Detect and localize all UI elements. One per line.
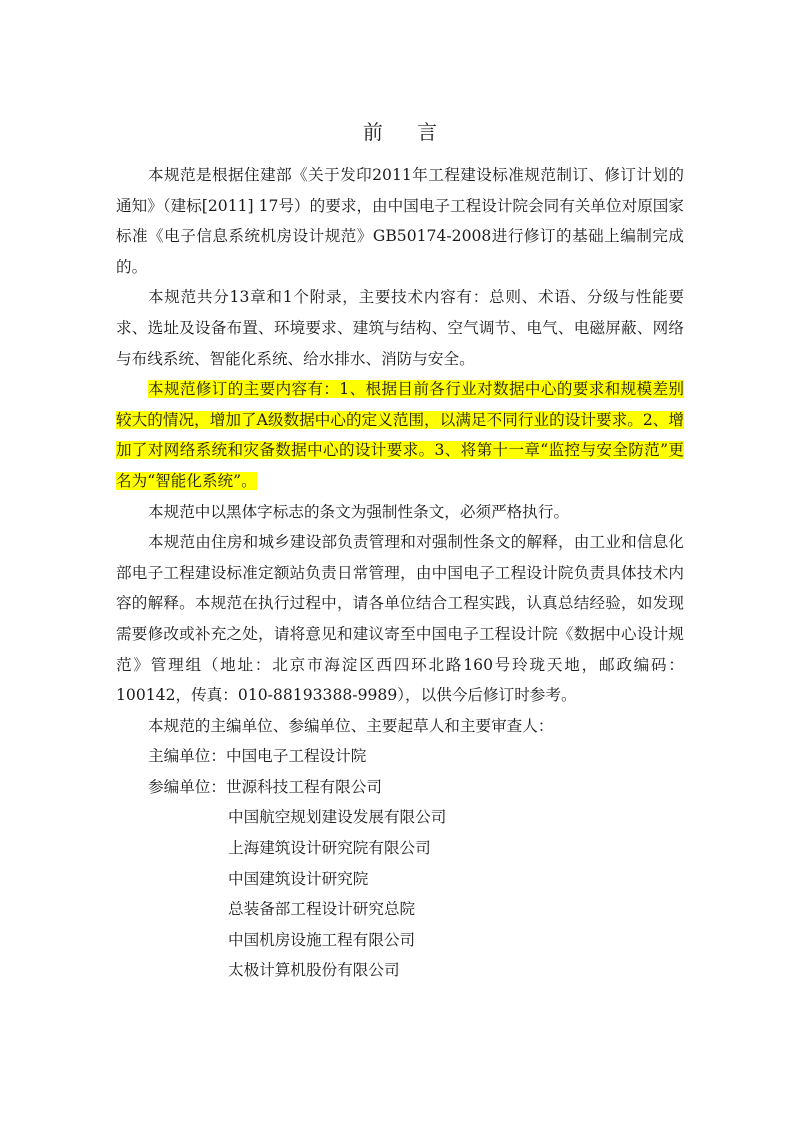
participants-label: 参编单位： [148, 777, 226, 796]
paragraph-contents: 本规范共分13章和1个附录，主要技术内容有：总则、术语、分级与性能要求、选址及设备布置、环境要求、建筑与结构、空气调节、电气、电磁屏蔽、网络与布线系统、智能化系统、给水排水、消防与安全。 [116, 288, 684, 368]
chief-editor-line [116, 741, 684, 772]
chief-editor-label: 主编单位： [148, 747, 226, 766]
paragraph-units-intro: 本规范的主编单位、参编单位、主要起草人和主要审查人： [148, 716, 554, 735]
paragraph-basis: 本规范是根据住建部《关于发印2011年工程建设标准规范制订、修订计划的通知》（建标[2011] 17号）的要求，由中国电子工程设计院会同有关单位对原国家标准《电子信息系统机房设计规范》GB50174-2008进行修订的基础上编制完成的。 [116, 166, 684, 276]
participant-unit: 中国机房设施工程有限公司 [228, 930, 416, 949]
paragraph-revisions [116, 374, 684, 496]
participant-unit: 上海建筑设计研究院有限公司 [228, 839, 431, 858]
document-body [116, 160, 684, 986]
paragraph-administration: 本规范由住房和城乡建设部负责管理和对强制性条文的解释，由工业和信息化部电子工程建设标准定额站负责日常管理，由中国电子工程设计院负责具体技术内容的解释。本规范在执行过程中，请各单位结合工程实践，认真总结经验，如发现需要修改或补充之处，请将意见和建议寄至中国电子工程设计院《数据中心设计规范》管理组（地址：北京市海淀区西四环北路160号玲珑天地，邮政编码：100142，传真：010-88193388-9989），以供今后修订时参考。 [116, 533, 684, 705]
participant-unit: 世源科技工程有限公司 [225, 777, 382, 796]
paragraph-mandatory: 本规范中以黑体字标志的条文为强制性条文，必须严格执行。 [148, 502, 570, 521]
chief-editor-unit: 中国电子工程设计院 [225, 747, 367, 766]
page-title: 前 言 [362, 120, 452, 144]
participant-line [116, 772, 684, 803]
highlighted-text: 本规范修订的主要内容有：1、根据目前各行业对数据中心的要求和规模差别较大的情况，增加了A级数据中心的定义范围，以满足不同行业的设计要求。2、增加了对网络系统和灾备数据中心的设计要求。3、将第十一章“监控与安全防范”更名为“智能化系统”。 [116, 380, 684, 490]
participant-unit: 中国航空规划建设发展有限公司 [228, 808, 447, 827]
participant-unit: 太极计算机股份有限公司 [228, 961, 400, 980]
participant-unit: 中国建筑设计研究院 [228, 869, 369, 888]
participant-unit: 总装备部工程设计研究总院 [228, 900, 416, 919]
